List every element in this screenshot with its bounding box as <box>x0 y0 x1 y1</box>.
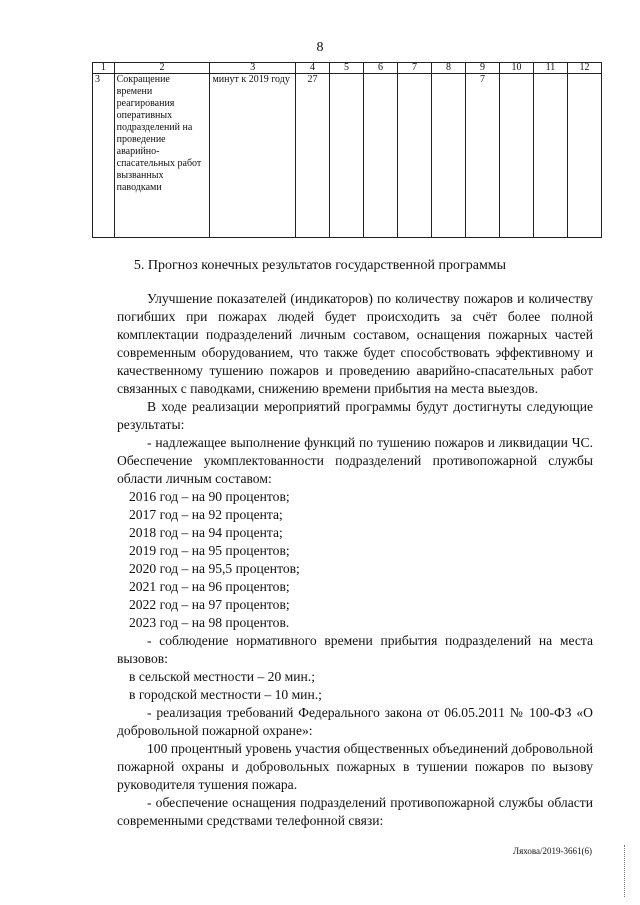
page-number: 8 <box>316 40 324 55</box>
value-cell: 7 <box>465 74 499 238</box>
value-cell <box>499 74 533 238</box>
table-header-cell: 8 <box>431 63 465 74</box>
unit-cell: минут к 2019 году <box>210 74 296 238</box>
table-row <box>93 74 602 238</box>
value-cell <box>363 74 397 238</box>
table-header-cell: 10 <box>499 63 533 74</box>
paragraph: 2023 год – на 98 процентов. <box>129 615 290 630</box>
value-cell <box>397 74 431 238</box>
paragraph: 2016 год – на 90 процентов; <box>129 489 290 504</box>
table-header-cell: 7 <box>397 63 431 74</box>
paragraph: Улучшение показателей (индикаторов) по количеству пожаров и количеству погибших при пожарах людей будет происходить за счёт более полной комплектации подразделений личным составом, оснащения пожарных частей современным оборудованием, что также будет способствовать эффективному и качественному тушению пожаров и проведению аварийно-спасательных работ связанных с паводками, снижению времени прибытия на места выездов. <box>117 291 593 396</box>
paragraph: 100 процентный уровень участия общественных объединений добровольной пожарной охраны и добровольных пожарных в тушении пожаров по вызову руководителя тушения пожара. <box>117 741 593 792</box>
value-cell: 27 <box>295 74 329 238</box>
table-header-cell: 11 <box>533 63 567 74</box>
value-cell <box>431 74 465 238</box>
section-heading: 5. Прогноз конечных результатов государственной программы <box>133 258 507 273</box>
paragraph: 2018 год – на 94 процента; <box>129 525 283 540</box>
table-header-cell: 4 <box>295 63 329 74</box>
value-cell <box>533 74 567 238</box>
value-cell <box>329 74 363 238</box>
table-header-cell: 1 <box>93 63 115 74</box>
paragraph: 2022 год – на 97 процентов; <box>129 597 290 612</box>
table-header-cell: 5 <box>329 63 363 74</box>
indicator-name: Сокращение времени реагирования оперативных подразделений на проведение аварийно-спасательных работ вызванных паводками <box>114 74 210 238</box>
table-header-cell: 2 <box>114 63 210 74</box>
paragraph: 2017 год – на 92 процента; <box>129 507 283 522</box>
table-header-cell: 9 <box>465 63 499 74</box>
table-header-cell: 6 <box>363 63 397 74</box>
paragraph: - реализация требований Федерального закона от 06.05.2011 № 100-ФЗ «О добровольной пожарной охране»: <box>117 705 593 738</box>
paragraph: 2020 год – на 95,5 процентов; <box>129 561 300 576</box>
body-text <box>117 290 593 830</box>
margin-mark <box>624 845 627 897</box>
table-header-cell: 3 <box>210 63 296 74</box>
paragraph: В ходе реализации мероприятий программы будут достигнуты следующие результаты: <box>117 399 593 432</box>
indicator-table <box>92 62 602 238</box>
table-header-row <box>93 63 602 74</box>
row-number: 3 <box>93 74 115 238</box>
table-header-cell: 12 <box>567 63 601 74</box>
paragraph: - надлежащее выполнение функций по тушению пожаров и ликвидации ЧС. Обеспечение укомплектованности подразделений противопожарной службы области личным составом: <box>117 435 593 486</box>
paragraph: в сельской местности – 20 мин.; <box>129 669 315 684</box>
paragraph: 2019 год – на 95 процентов; <box>129 543 290 558</box>
paragraph: - обеспечение оснащения подразделений противопожарной службы области современными средствами телефонной связи: <box>117 795 593 828</box>
paragraph: - соблюдение нормативного времени прибытия подразделений на места вызовов: <box>117 633 593 666</box>
paragraph: в городской местности – 10 мин.; <box>129 687 322 702</box>
value-cell <box>567 74 601 238</box>
paragraph: 2021 год – на 96 процентов; <box>129 579 290 594</box>
footer-code: Ляхова/2019-3661(6) <box>512 846 592 856</box>
